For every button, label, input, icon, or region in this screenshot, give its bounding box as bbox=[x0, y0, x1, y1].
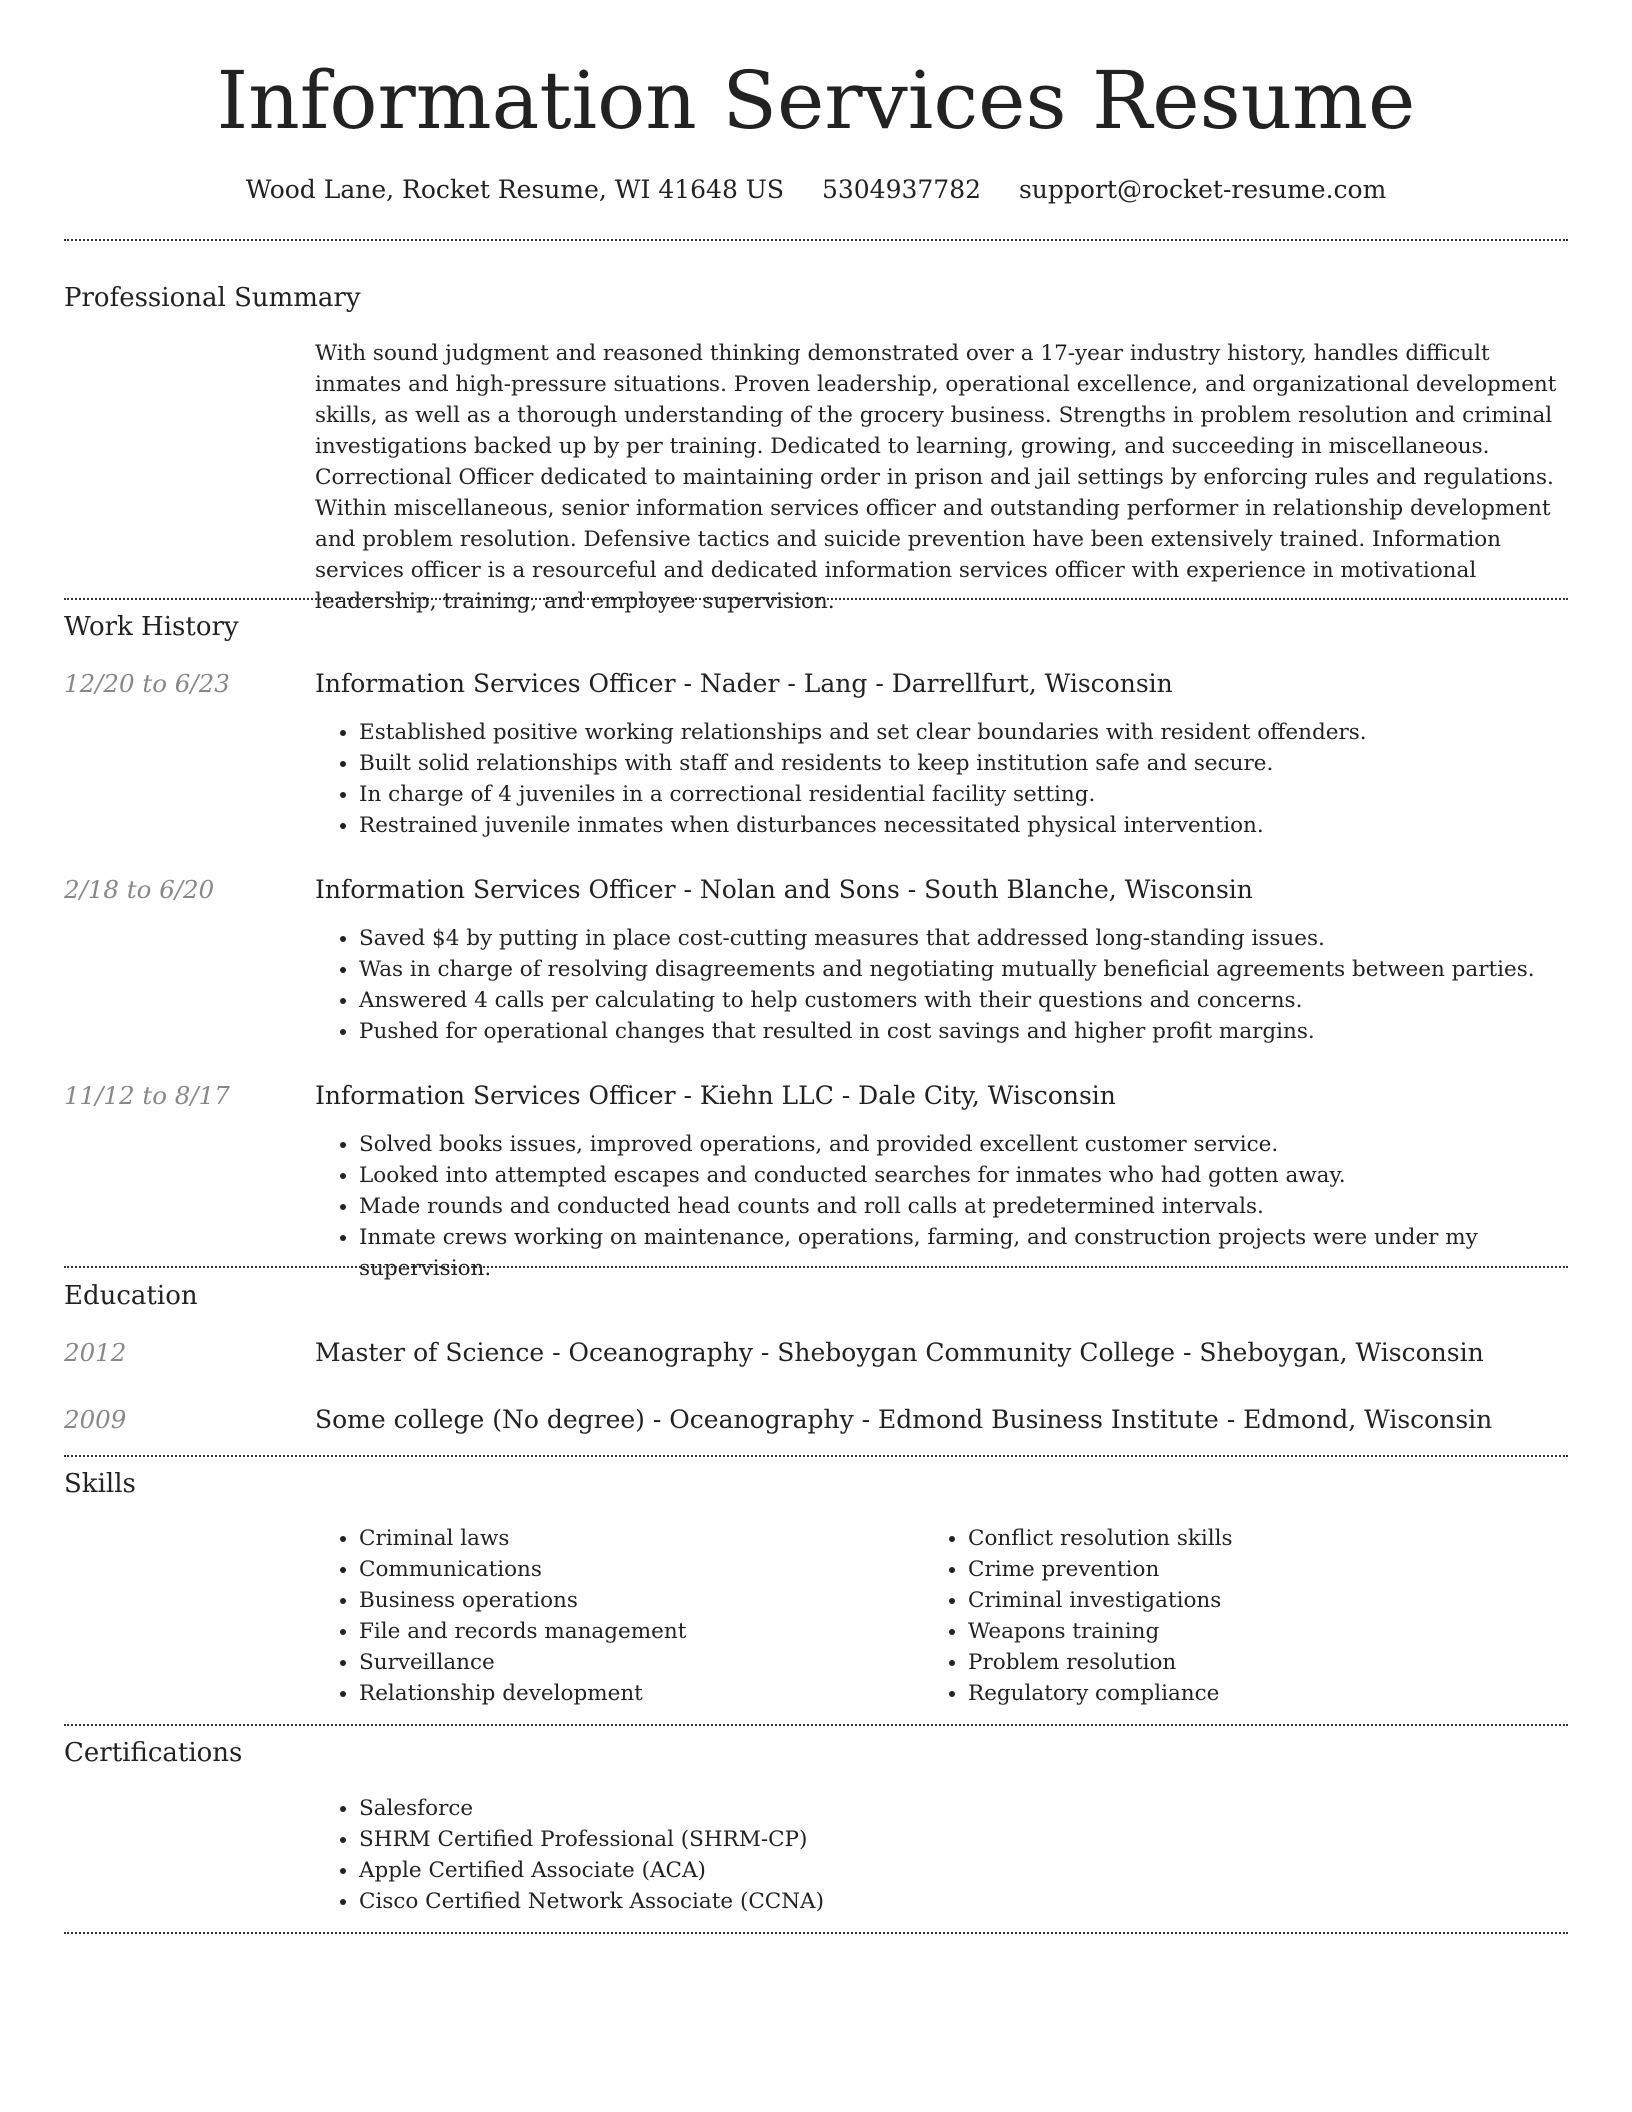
list-item: • Problem resolution bbox=[968, 1647, 1528, 1678]
job-heading: Information Services Officer - Kiehn LLC - Dale City, Wisconsin bbox=[315, 1081, 1116, 1110]
section-title-education: Education bbox=[64, 1281, 198, 1311]
job-dates: 12/20 to 6/23 bbox=[64, 669, 230, 698]
list-item: • Surveillance bbox=[359, 1647, 919, 1678]
list-item: • Cisco Certified Network Associate (CCNA) bbox=[359, 1886, 1612, 1917]
job-bullets bbox=[315, 717, 1612, 841]
list-item: • Looked into attempted escapes and conducted searches for inmates who had gotten away. bbox=[359, 1160, 1612, 1191]
job-bullets bbox=[315, 1129, 1612, 1284]
list-item: • Built solid relationships with staff and residents to keep institution safe and secure. bbox=[359, 748, 1612, 779]
list-item: • Regulatory compliance bbox=[968, 1678, 1528, 1709]
divider bbox=[64, 1932, 1568, 1934]
list-item: • Was in charge of resolving disagreements and negotiating mutually beneficial agreements between parties. bbox=[359, 954, 1612, 985]
list-item: • Made rounds and conducted head counts and roll calls at predetermined intervals. bbox=[359, 1191, 1612, 1222]
contact-email: support@rocket-resume.com bbox=[1018, 175, 1387, 204]
job-dates: 2/18 to 6/20 bbox=[64, 875, 215, 904]
section-title-work: Work History bbox=[64, 612, 239, 642]
resume-title: Information Services Resume bbox=[216, 54, 1416, 147]
job-dates: 11/12 to 8/17 bbox=[64, 1081, 230, 1110]
certifications-list bbox=[315, 1793, 1612, 1917]
divider bbox=[64, 1455, 1568, 1457]
education-entry: Master of Science - Oceanography - Sheboygan Community College - Sheboygan, Wisconsin bbox=[315, 1338, 1484, 1367]
list-item: • Communications bbox=[359, 1554, 919, 1585]
list-item: • Inmate crews working on maintenance, operations, farming, and construction projects were under my supervision. bbox=[359, 1222, 1612, 1284]
job-bullets bbox=[315, 923, 1612, 1047]
list-item: • Solved books issues, improved operations, and provided excellent customer service. bbox=[359, 1129, 1612, 1160]
contact-line bbox=[0, 170, 1632, 210]
skills-list-right bbox=[924, 1523, 1528, 1709]
skills-list-left bbox=[315, 1523, 919, 1709]
list-item: • Apple Certified Associate (ACA) bbox=[359, 1855, 1612, 1886]
divider bbox=[64, 598, 1568, 600]
list-item: • File and records management bbox=[359, 1616, 919, 1647]
list-item: • Salesforce bbox=[359, 1793, 1612, 1824]
education-year: 2009 bbox=[64, 1405, 127, 1434]
list-item: • SHRM Certified Professional (SHRM-CP) bbox=[359, 1824, 1612, 1855]
list-item: • Answered 4 calls per calculating to help customers with their questions and concerns. bbox=[359, 985, 1612, 1016]
list-item: • Pushed for operational changes that resulted in cost savings and higher profit margins. bbox=[359, 1016, 1612, 1047]
list-item: • Relationship development bbox=[359, 1678, 919, 1709]
section-title-summary: Professional Summary bbox=[64, 283, 361, 313]
job-heading: Information Services Officer - Nader - Lang - Darrellfurt, Wisconsin bbox=[315, 669, 1173, 698]
education-entry: Some college (No degree) - Oceanography - Edmond Business Institute - Edmond, Wisconsin bbox=[315, 1405, 1493, 1434]
contact-phone: 5304937782 bbox=[821, 175, 982, 204]
contact-address: Wood Lane, Rocket Resume, WI 41648 US bbox=[245, 175, 784, 204]
summary-text: With sound judgment and reasoned thinking demonstrated over a 17-year industry history, handles difficult inmates and high-pressure situations. Proven leadership, operational excellence, and organizational development skills, as well as a thorough understanding of the grocery business. Strengths in problem resolution and criminal investigations backed up by per training. Dedicated to learning, growing, and succeeding in miscellaneous. Correctional Officer dedicated to maintaining order in prison and jail settings by enforcing rules and regulations. Within miscellaneous, senior information services officer and outstanding performer in relationship development and problem resolution. Defensive tactics and suicide prevention have been extensively trained. Information services officer is a resourceful and dedicated information services officer with experience in motivational leadership, training, and employee supervision. bbox=[315, 341, 1557, 614]
job-heading: Information Services Officer - Nolan and Sons - South Blanche, Wisconsin bbox=[315, 875, 1253, 904]
divider bbox=[64, 1266, 1568, 1268]
list-item: • Criminal laws bbox=[359, 1523, 919, 1554]
divider bbox=[64, 239, 1568, 241]
divider bbox=[64, 1724, 1568, 1726]
list-item: • Established positive working relationships and set clear boundaries with resident offenders. bbox=[359, 717, 1612, 748]
list-item: • Saved $4 by putting in place cost-cutting measures that addressed long-standing issues. bbox=[359, 923, 1612, 954]
list-item: • Criminal investigations bbox=[968, 1585, 1528, 1616]
section-title-certifications: Certifications bbox=[64, 1738, 243, 1768]
list-item: • Crime prevention bbox=[968, 1554, 1528, 1585]
list-item: • In charge of 4 juveniles in a correctional residential facility setting. bbox=[359, 779, 1612, 810]
education-year: 2012 bbox=[64, 1338, 127, 1367]
list-item: • Restrained juvenile inmates when disturbances necessitated physical intervention. bbox=[359, 810, 1612, 841]
list-item: • Conflict resolution skills bbox=[968, 1523, 1528, 1554]
list-item: • Weapons training bbox=[968, 1616, 1528, 1647]
list-item: • Business operations bbox=[359, 1585, 919, 1616]
section-title-skills: Skills bbox=[64, 1469, 136, 1499]
